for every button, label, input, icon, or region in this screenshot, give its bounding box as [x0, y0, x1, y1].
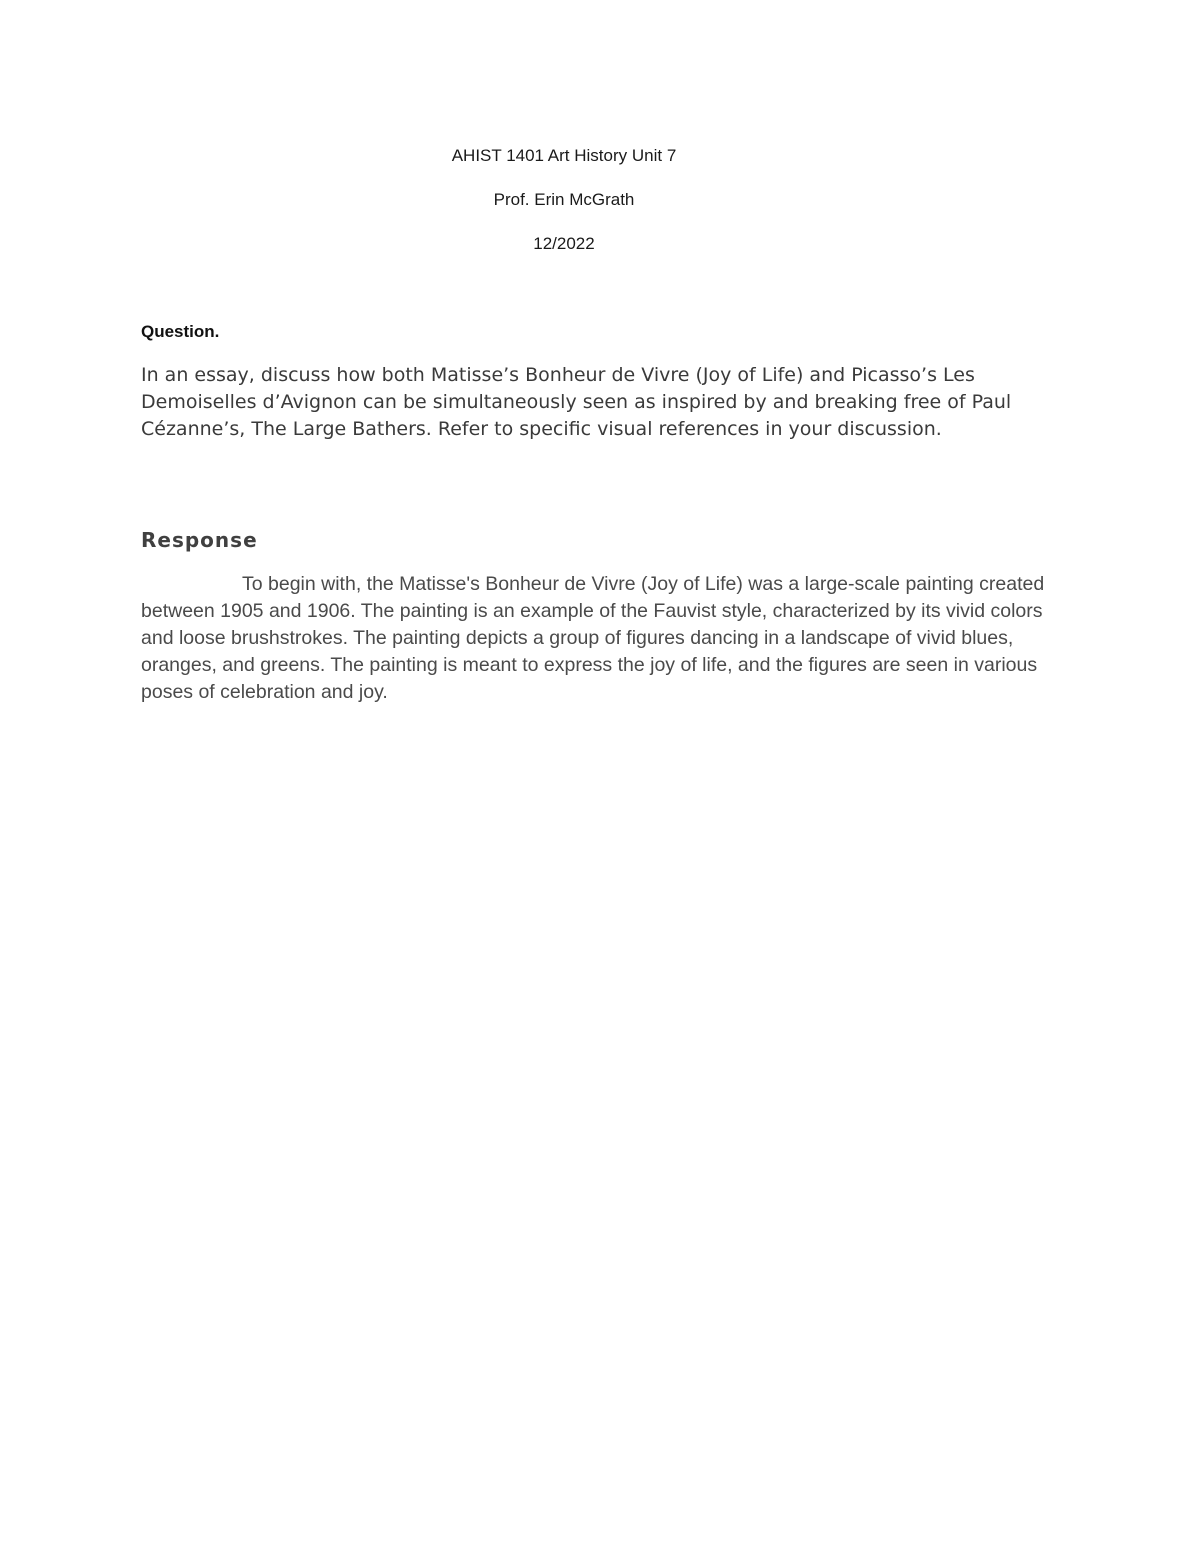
response-paragraph: To begin with, the Matisse's Bonheur de Vivre (Joy of Life) was a large-scale painting created between 1905 and 1906. The painting is an example of the Fauvist style, characterized by its vivid colors and loose brushstrokes. The painting depicts a group of figures dancing in a landscape of vivid blues, oranges, and greens. The painting is meant to express the joy of life, and the figures are seen in various poses of celebration and joy. [141, 573, 1045, 703]
professor-name: Prof. Erin McGrath [493, 190, 635, 209]
document-date: 12/2022 [533, 234, 595, 253]
response-heading: Response [141, 528, 258, 552]
question-label: Question. [141, 322, 220, 341]
question-text: In an essay, discuss how both Matisse’s Bonheur de Vivre (Joy of Life) and Picasso’s Les Demoiselles d’Avignon can be simultaneously seen as inspired by and breaking free of Paul Cézanne’s, The Large Bathers. Refer to specific visual references in your discussion. [141, 364, 1012, 440]
course-title: AHIST 1401 Art History Unit 7 [451, 146, 677, 165]
